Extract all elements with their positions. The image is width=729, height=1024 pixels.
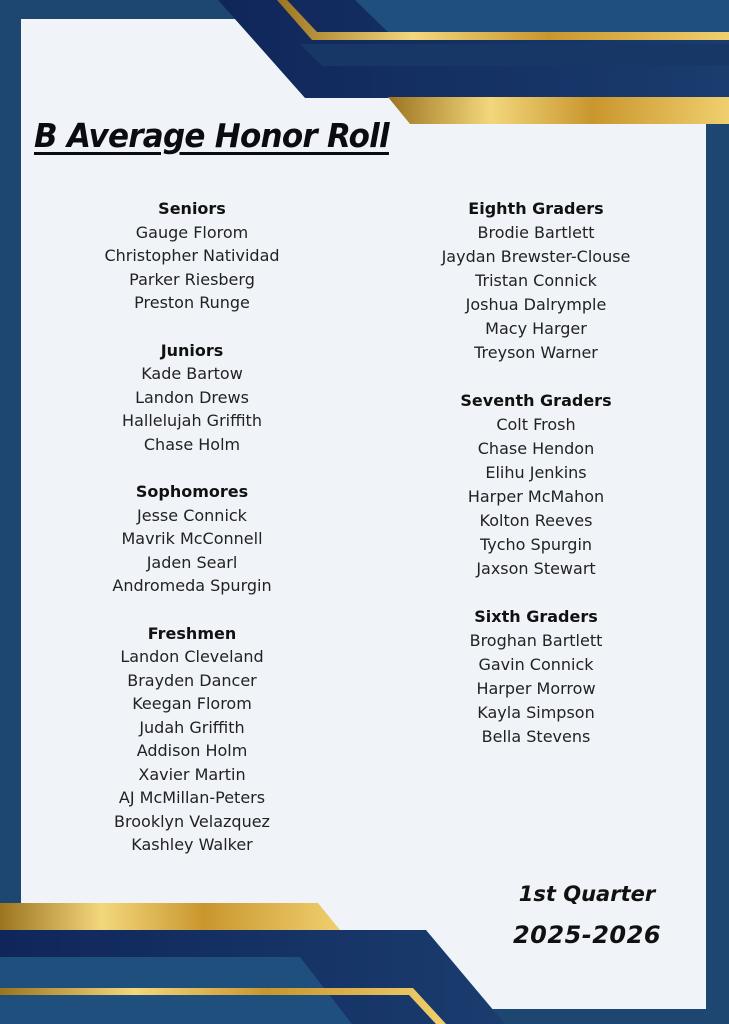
student-name: Chase Holm bbox=[143, 434, 241, 454]
student-name: Christopher Natividad bbox=[104, 246, 280, 265]
top-gold-band bbox=[388, 97, 729, 124]
school-year: 2025-2026 bbox=[512, 921, 662, 949]
section-heading: Freshmen bbox=[147, 623, 237, 643]
section-heading: Seventh Graders bbox=[460, 391, 612, 410]
quarter-label: 1st Quarter bbox=[518, 882, 656, 906]
student-name: Kade Bartow bbox=[141, 364, 243, 383]
student-name: Andromeda Spurgin bbox=[112, 576, 272, 595]
student-name: Kolton Reeves bbox=[479, 511, 593, 530]
section-heading: Seniors bbox=[158, 199, 226, 218]
section-eighth-graders bbox=[416, 197, 656, 365]
right-column bbox=[416, 197, 656, 773]
student-name: Tristan Connick bbox=[475, 271, 597, 290]
student-name: Preston Runge bbox=[134, 293, 250, 312]
section-heading: Eighth Graders bbox=[468, 199, 604, 218]
student-name: Jaden Searl bbox=[146, 552, 238, 572]
student-name: Gauge Florom bbox=[135, 222, 249, 242]
student-name: Colt Frosh bbox=[496, 415, 576, 434]
student-name: Chase Hendon bbox=[477, 439, 595, 458]
section-juniors bbox=[82, 339, 302, 457]
section-heading: Juniors bbox=[160, 340, 224, 360]
student-name: Harper McMahon bbox=[467, 487, 605, 506]
student-name: Macy Harger bbox=[485, 319, 587, 338]
page-title: B Average Honor Roll bbox=[34, 116, 389, 155]
section-sixth-graders bbox=[416, 605, 656, 749]
student-name: Treyson Warner bbox=[474, 343, 598, 362]
student-name: Xavier Martin bbox=[138, 764, 246, 784]
student-name: Elihu Jenkins bbox=[485, 463, 587, 482]
bottom-gold-band bbox=[0, 903, 340, 930]
section-heading: Sixth Graders bbox=[474, 607, 598, 626]
section-seventh-graders bbox=[416, 389, 656, 581]
student-name: Gavin Connick bbox=[478, 655, 594, 674]
student-name: Jaydan Brewster-Clouse bbox=[441, 247, 631, 266]
student-name: Judah Griffith bbox=[139, 717, 245, 737]
student-name: Broghan Bartlett bbox=[469, 631, 603, 650]
student-name: Kashley Walker bbox=[131, 835, 253, 854]
student-name: Keegan Florom bbox=[132, 694, 252, 713]
student-name: Landon Cleveland bbox=[120, 647, 264, 666]
section-freshmen bbox=[82, 622, 302, 857]
student-name: Brodie Bartlett bbox=[477, 223, 595, 242]
student-name: Harper Morrow bbox=[476, 679, 596, 698]
section-heading: Sophomores bbox=[135, 482, 249, 501]
student-name: Jaxson Stewart bbox=[476, 559, 596, 578]
student-name: Tycho Spurgin bbox=[479, 535, 593, 554]
student-name: Jesse Connick bbox=[137, 505, 247, 525]
student-name: Brayden Dancer bbox=[127, 670, 257, 690]
top-blue-stripe bbox=[355, 0, 729, 36]
student-name: Brooklyn Velazquez bbox=[114, 811, 270, 831]
student-name: Mavrik McConnell bbox=[121, 529, 263, 548]
left-column bbox=[82, 197, 302, 881]
student-name: Landon Drews bbox=[135, 387, 249, 407]
student-name: Joshua Dalrymple bbox=[465, 295, 607, 314]
student-name: Addison Holm bbox=[136, 741, 248, 760]
student-name: AJ McMillan-Peters bbox=[118, 788, 266, 807]
section-seniors bbox=[82, 197, 302, 315]
top-mid-stripe bbox=[300, 44, 729, 66]
student-name: Parker Riesberg bbox=[129, 269, 255, 289]
section-sophomores bbox=[82, 480, 302, 598]
student-name: Hallelujah Griffith bbox=[122, 411, 262, 430]
student-name: Bella Stevens bbox=[481, 727, 591, 746]
student-name: Kayla Simpson bbox=[477, 703, 595, 722]
